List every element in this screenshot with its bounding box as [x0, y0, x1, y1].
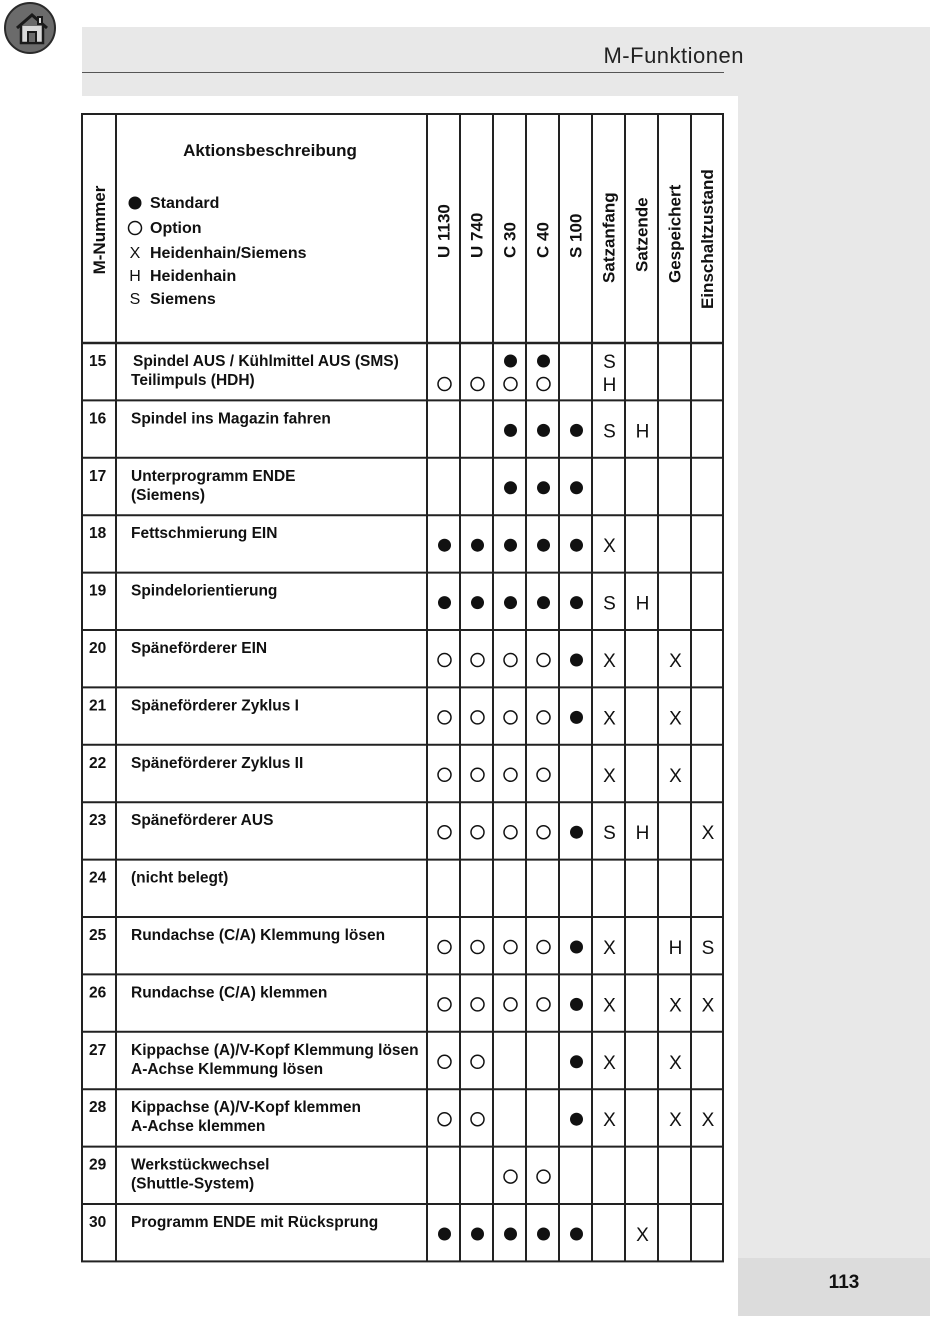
row-description: Späneförderer Zyklus II [131, 754, 304, 772]
row-description: Rundachse (C/A) Klemmung lösen [131, 927, 386, 944]
standard-dot-icon [504, 355, 517, 368]
standard-dot-icon [504, 1228, 517, 1241]
standard-dot-icon [537, 355, 550, 368]
standard-dot-icon [471, 596, 484, 609]
standard-dot-icon [438, 539, 451, 552]
row-description: Spindel ins Magazin fahren [131, 410, 331, 428]
column-header: U 1130 [434, 204, 454, 258]
cell-letter: S [603, 823, 616, 845]
row-description: Fettschmierung EIN [131, 525, 278, 543]
standard-dot-icon [471, 1228, 484, 1241]
row-number: 18 [89, 525, 107, 543]
standard-dot-icon [504, 424, 517, 437]
row-number: 28 [89, 1099, 107, 1117]
description-header: Aktionsbeschreibung [183, 141, 357, 160]
row-description: (Siemens) [131, 486, 206, 504]
row-number: 21 [89, 697, 107, 715]
row-number: 15 [89, 353, 107, 370]
cell-letter: X [701, 823, 715, 845]
legend-letter: S [129, 291, 141, 308]
cell-letter: H [635, 593, 650, 615]
cell-letter: X [701, 995, 715, 1017]
standard-dot-icon [504, 481, 517, 494]
standard-dot-icon [504, 539, 517, 552]
standard-dot-icon [570, 539, 583, 552]
cell-letter: X [603, 1052, 616, 1074]
standard-dot-icon [438, 596, 451, 609]
row-description: (nicht belegt) [131, 869, 229, 887]
standard-dot-icon [570, 1228, 583, 1241]
cell-letter: X [669, 995, 682, 1017]
standard-dot-icon [537, 1228, 550, 1241]
standard-dot-icon [570, 1113, 583, 1126]
row-description: Späneförderer EIN [131, 640, 268, 657]
row-description: Rundachse (C/A) klemmen [131, 984, 328, 1002]
column-header: Satzende [632, 197, 652, 272]
column-header: U 740 [467, 212, 487, 258]
row-description: A-Achse klemmen [131, 1118, 266, 1136]
standard-dot-icon [537, 539, 550, 552]
cell-letter: S [701, 938, 715, 959]
cell-letter: H [602, 375, 617, 396]
row-number: 23 [89, 812, 107, 830]
row-description: Spindelorientierung [131, 582, 278, 600]
row-description: Werkstückwechsel [131, 1156, 270, 1174]
row-number: 26 [89, 984, 107, 1002]
row-description: (Shuttle-System) [131, 1175, 255, 1193]
standard-dot-icon [537, 596, 550, 609]
page-title: M-Funktionen [603, 43, 744, 68]
cell-letter: S [603, 352, 616, 373]
cell-letter: S [603, 593, 616, 615]
column-header: Einschaltzustand [698, 169, 717, 309]
standard-dot-icon [570, 711, 583, 724]
row-number: 24 [89, 869, 107, 887]
row-description: Programm ENDE mit Rücksprung [131, 1214, 379, 1231]
row-description: Kippachse (A)/V-Kopf Klemmung lösen [131, 1041, 419, 1059]
standard-dot-icon [504, 596, 517, 609]
row-description: Späneförderer AUS [131, 812, 274, 830]
page-number: 113 [828, 1272, 860, 1293]
cell-letter: X [603, 536, 616, 558]
row-number: 22 [89, 754, 107, 772]
column-header: C 40 [533, 222, 553, 258]
row-number: 25 [89, 927, 107, 944]
row-description: Unterprogramm ENDE [131, 467, 296, 485]
standard-dot-icon [570, 941, 583, 954]
standard-dot-icon [537, 424, 550, 437]
row-number: 29 [89, 1156, 107, 1174]
row-description: Teilimpuls (HDH) [131, 372, 255, 389]
cell-letter: H [635, 421, 650, 443]
standard-dot-icon [570, 1055, 583, 1068]
row-number: 27 [89, 1041, 107, 1059]
standard-dot-icon [570, 424, 583, 437]
legend-filled-circle-icon [129, 197, 142, 210]
cell-letter: X [603, 651, 616, 672]
cell-letter: X [701, 1110, 715, 1132]
cell-letter: X [603, 1110, 616, 1132]
row-number: 19 [89, 582, 107, 600]
cell-letter: X [669, 651, 682, 672]
legend-letter: H [129, 268, 141, 285]
column-header: Gespeichert [665, 184, 685, 283]
row-number: 30 [89, 1214, 107, 1231]
legend-label: Heidenhain/Siemens [150, 245, 307, 262]
standard-dot-icon [438, 1228, 451, 1241]
cell-letter: X [669, 1110, 682, 1132]
row-description: Kippachse (A)/V-Kopf klemmen [131, 1099, 361, 1117]
legend-label: Standard [150, 195, 220, 212]
column-header: C 30 [500, 222, 520, 258]
standard-dot-icon [570, 596, 583, 609]
standard-dot-icon [570, 826, 583, 839]
standard-dot-icon [570, 654, 583, 667]
m-number-header: M-Nummer [90, 185, 109, 275]
standard-dot-icon [471, 539, 484, 552]
cell-letter: H [668, 938, 683, 959]
standard-dot-icon [537, 481, 550, 494]
row-number: 17 [89, 467, 107, 485]
legend-label: Siemens [150, 291, 216, 308]
cell-letter: X [669, 708, 682, 730]
cell-letter: X [669, 765, 682, 787]
legend-label: Option [150, 220, 202, 237]
row-number: 20 [89, 640, 107, 657]
cell-letter: X [603, 708, 616, 730]
row-description: Spindel AUS / Kühlmittel AUS (SMS) [133, 353, 399, 370]
column-header: S 100 [566, 213, 586, 258]
cell-letter: X [669, 1052, 682, 1074]
standard-dot-icon [570, 998, 583, 1011]
standard-dot-icon [570, 481, 583, 494]
cell-letter: X [603, 938, 616, 959]
legend-letter: X [129, 245, 141, 262]
cell-letter: X [603, 765, 616, 787]
cell-letter: H [635, 823, 650, 845]
column-header: Satzanfang [599, 192, 619, 283]
legend-label: Heidenhain [150, 268, 237, 285]
row-description: Späneförderer Zyklus I [131, 697, 299, 715]
row-description: A-Achse Klemmung lösen [131, 1060, 324, 1078]
cell-letter: X [636, 1225, 649, 1246]
cell-letter: S [603, 421, 616, 443]
cell-letter: X [603, 995, 616, 1017]
row-number: 16 [89, 410, 107, 428]
